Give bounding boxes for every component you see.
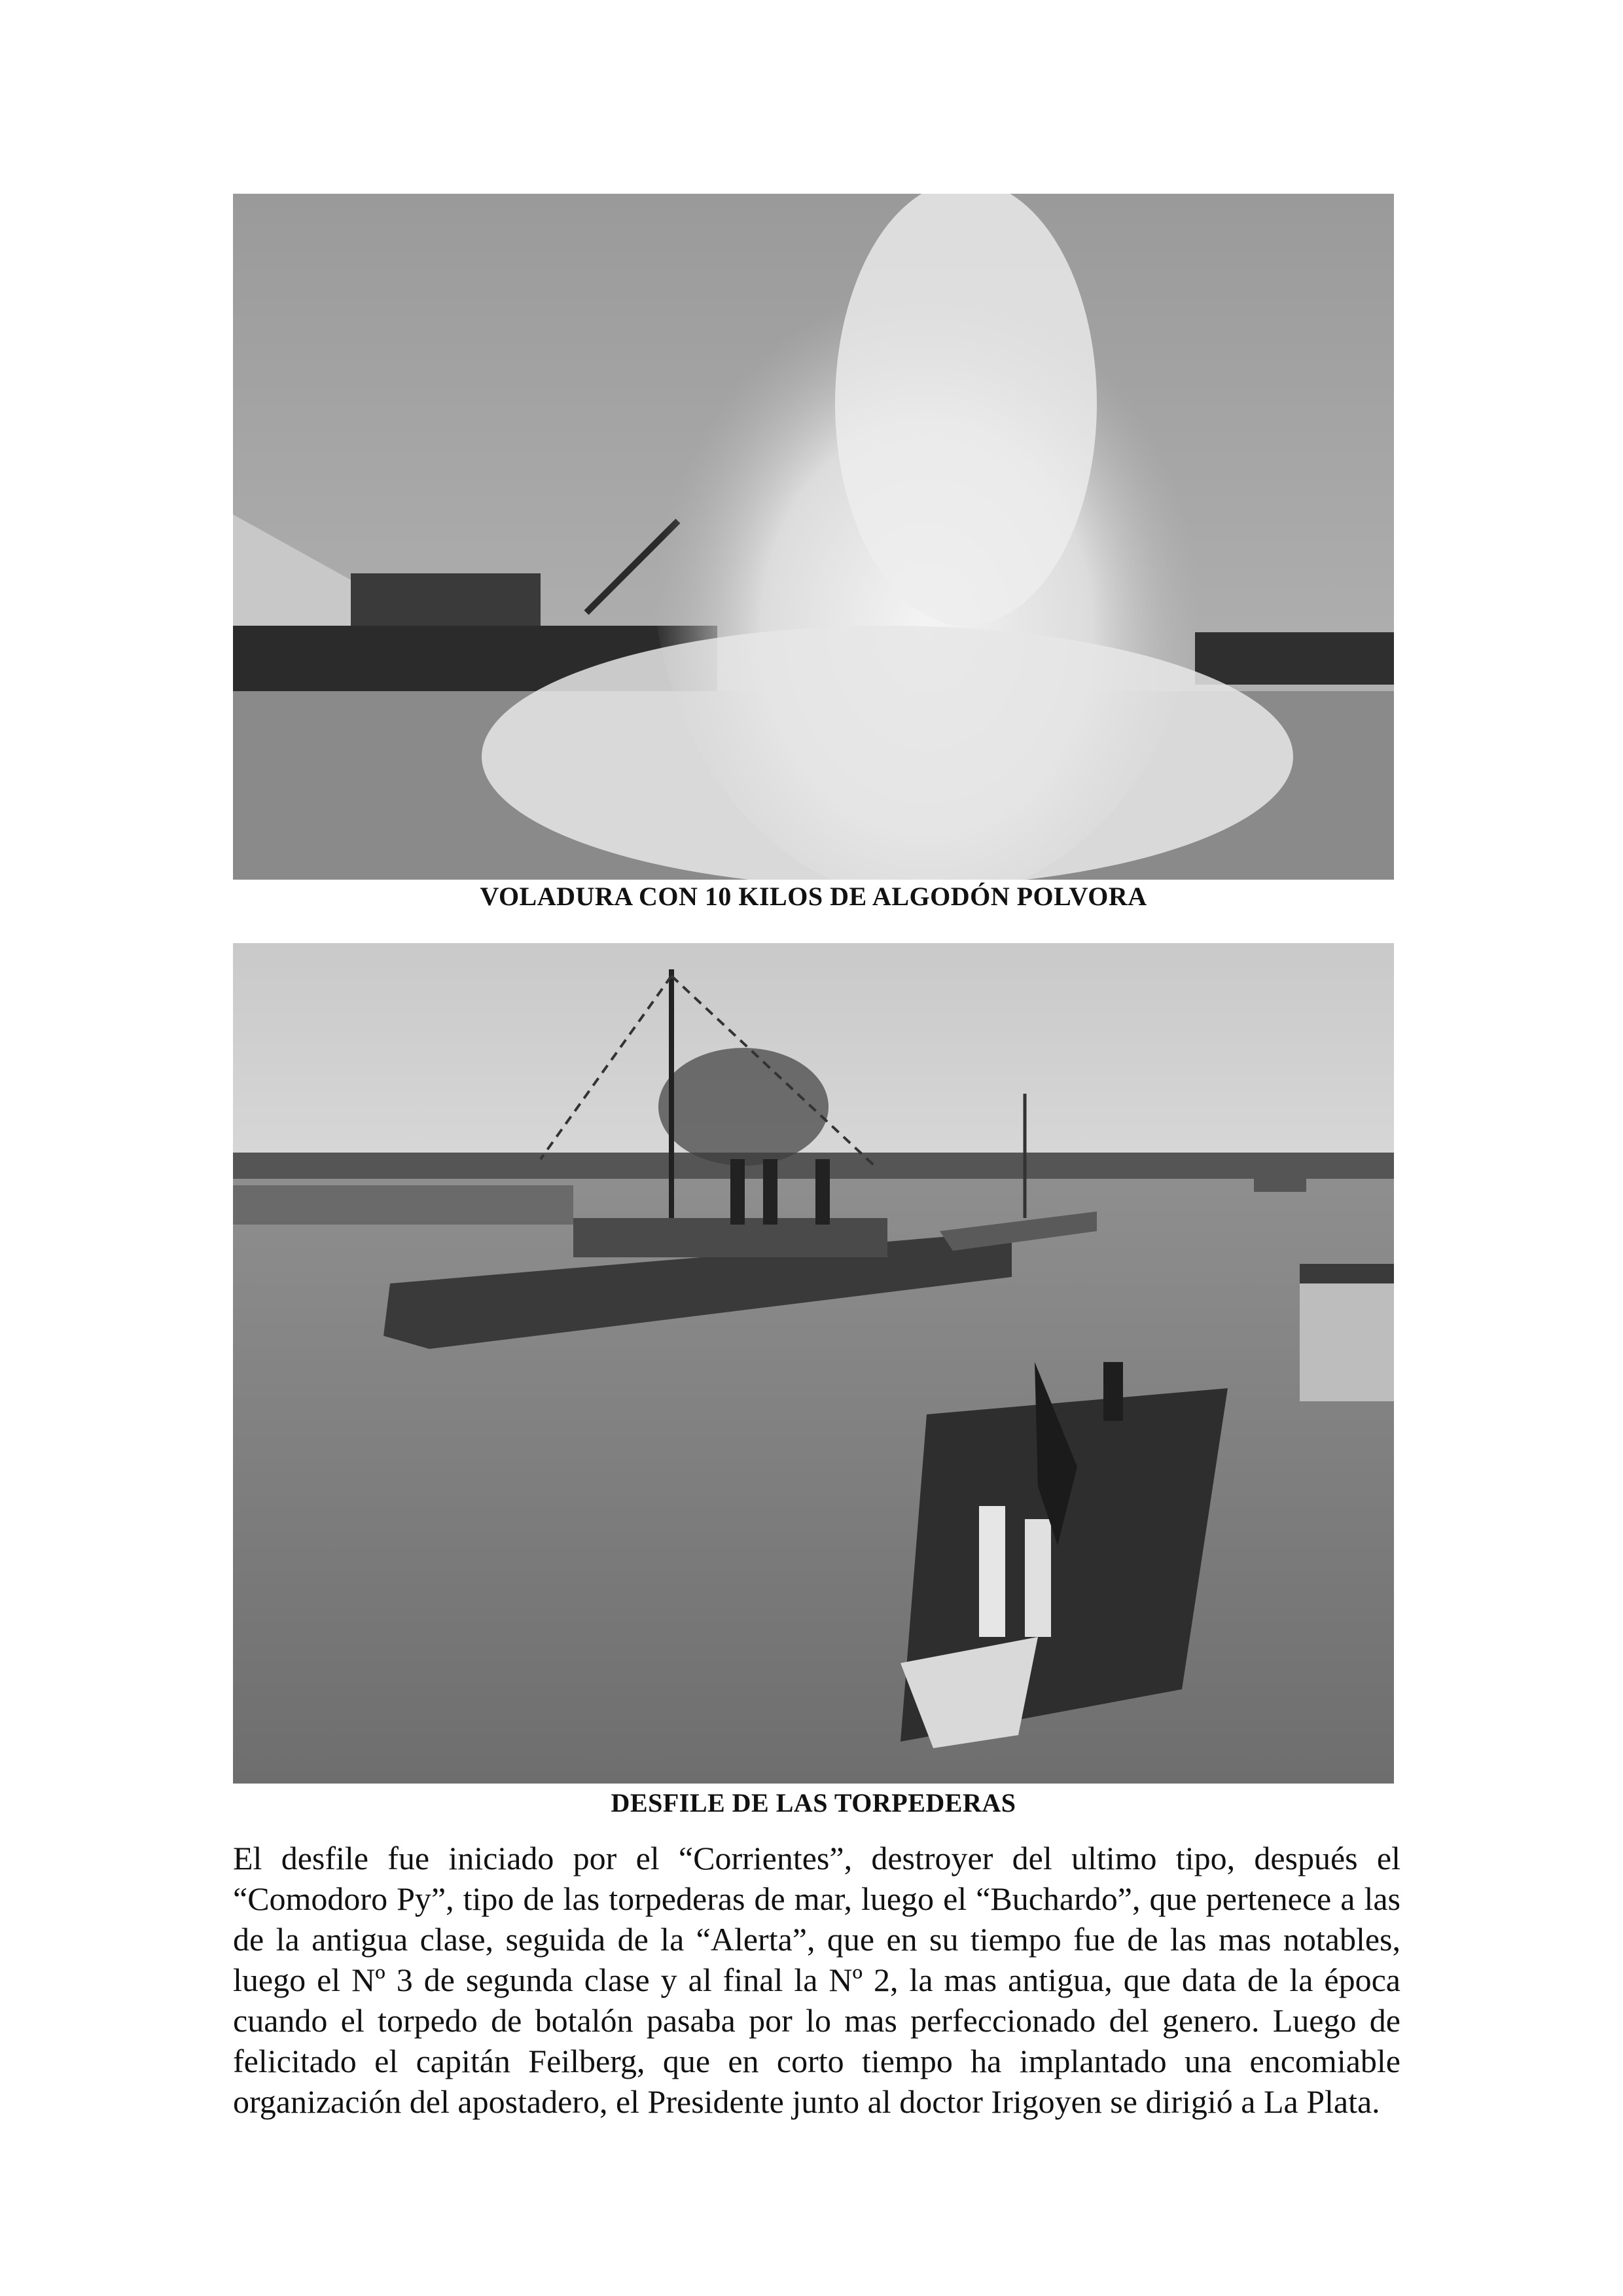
body-paragraph: El desfile fue iniciado por el “Corrientes”, destroyer del ultimo tipo, después el “Comodoro Py”, tipo de las torpederas de mar, luego el “Buchardo”, que pertenece a las de la antigua clase, seguida de la “Alerta”, que en su tiempo fue de las mas notables, luego el Nº 3 de segunda clase y al final la Nº 2, la mas antigua, que data de la época cuando el torpedo de botalón pasaba por lo mas perfeccionado del genero. Luego de felicitado el capitán Feilberg, que en corto tiempo ha implantado una encomiable organización del apostadero, el Presidente junto al doctor Irigoyen se dirigió a La Plata. bbox=[233, 1840, 1400, 2120]
explosion-caption: VOLADURA CON 10 KILOS DE ALGODÓN POLVORA bbox=[480, 882, 1147, 911]
torpedo-boats-photo bbox=[233, 943, 1394, 1784]
explosion-photo bbox=[233, 194, 1394, 880]
torpedo-boats-image bbox=[233, 943, 1394, 1784]
parade-caption: DESFILE DE LAS TORPEDERAS bbox=[611, 1788, 1016, 1818]
explosion-image bbox=[233, 194, 1394, 880]
